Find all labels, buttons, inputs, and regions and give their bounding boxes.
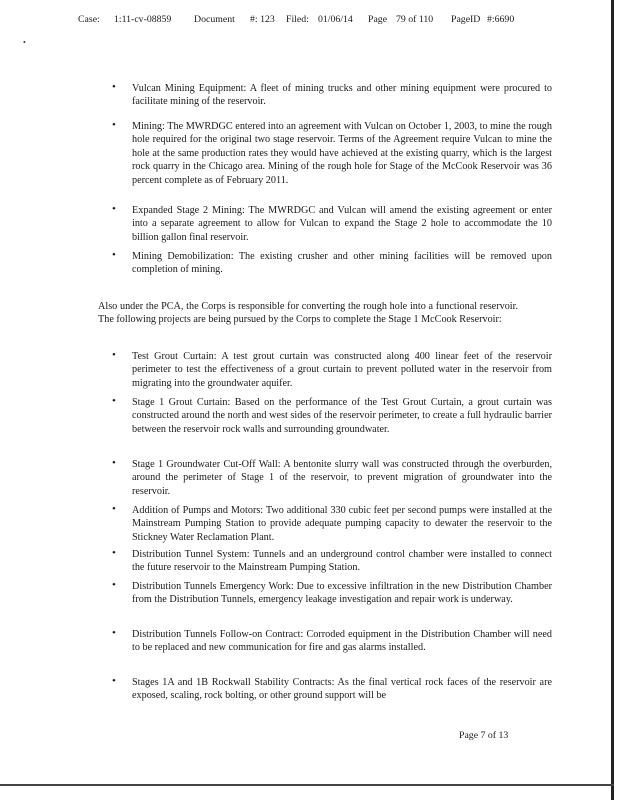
- bullet-item: [98, 350, 552, 390]
- bullet-dot: •: [112, 579, 116, 591]
- page-number: 79 of 110: [396, 14, 434, 25]
- bullet-item: [98, 120, 552, 187]
- bullet-item: [98, 676, 552, 703]
- bullet-dot: •: [112, 119, 116, 131]
- bullet-text: Expanded Stage 2 Mining: The MWRDGC and Vulcan will amend the existing agreement or enter into a separate agreement to allow for Vulcan to expand the Stage 2 hole to accommodate the 10 billion gallon final reservoir.: [132, 205, 552, 243]
- scan-border-right: [611, 0, 614, 800]
- court-filing-header: [78, 14, 598, 28]
- bullet-item: [98, 82, 552, 109]
- bullet-text: Distribution Tunnels Emergency Work: Due to excessive infiltration in the new Distribution Chamber from the Distribution Tunnels, emergency leakage investigation and repair work is underway.: [132, 581, 552, 606]
- bullet-text: Test Grout Curtain: A test grout curtain was constructed along 400 linear feet of the reservoir perimeter to test the effectiveness of a grout curtain to prevent polluted water in the reservoir from migrating into the groundwater aquifer.: [132, 351, 552, 389]
- bullet-text: Stages 1A and 1B Rockwall Stability Contracts: As the final vertical rock faces of the reservoir are exposed, scaling, rock bolting, or other ground support will be: [132, 677, 552, 702]
- case-number: 1:11-cv-08859: [114, 14, 172, 25]
- bullet-text: Distribution Tunnels Follow-on Contract: Corroded equipment in the Distribution Chamber will need to be replaced and new communication for fire and gas alarms installed.: [132, 629, 552, 654]
- bullet-text: Vulcan Mining Equipment: A fleet of mining trucks and other mining equipment were procured to facilitate mining of the reservoir.: [132, 83, 552, 108]
- scan-border-bottom: [0, 784, 614, 786]
- body-paragraph: Also under the PCA, the Corps is responsible for converting the rough hole into a functional reservoir. The following projects are being pursued by the Corps to complete the Stage 1 McCook Reservoir:: [98, 301, 518, 326]
- bullet-text: Mining: The MWRDGC entered into an agreement with Vulcan on October 1, 2003, to mine the rough hole required for the original two stage reservoir. Terms of the Agreement require Vulcan to mine the hole at the same production rates they would have achieved at the existing quarry, which is the largest rock quarry in the Chicago area. Mining of the rough hole for Stage of the McCook Reservoir was 36 percent complete as of February 2011.: [132, 121, 552, 186]
- bullet-dot: •: [112, 675, 116, 687]
- bullet-dot: •: [112, 547, 116, 559]
- bullet-dot: •: [112, 627, 116, 639]
- bullet-dot: •: [112, 457, 116, 469]
- document-label: Document: [194, 14, 235, 25]
- bullet-dot: •: [112, 395, 116, 407]
- bullet-item: [98, 250, 552, 277]
- pageid-number: #:6690: [487, 14, 515, 25]
- bullet-text: Distribution Tunnel System: Tunnels and an underground control chamber were installed to connect the future reservoir to the Mainstream Pumping Station.: [132, 549, 552, 574]
- document-number: #: 123: [250, 14, 275, 25]
- bullet-dot: •: [112, 503, 116, 515]
- bullet-item: [98, 396, 552, 436]
- bullet-item: [98, 204, 552, 244]
- pageid-label: PageID: [451, 14, 481, 25]
- page-footer: Page 7 of 13: [459, 730, 509, 741]
- bullet-text: Stage 1 Grout Curtain: Based on the performance of the Test Grout Curtain, a grout curtain was constructed around the north and west sides of the reservoir perimeter, to create a full hydraulic barrier between the reservoir rock walls and surrounding groundwater.: [132, 397, 552, 435]
- bullet-text: Addition of Pumps and Motors: Two additional 330 cubic feet per second pumps were installed at the Mainstream Pumping Station to provide adequate pumping capacity to dewater the reservoir to the Stickney Water Reclamation Plant.: [132, 505, 552, 543]
- bullet-text: Mining Demobilization: The existing crusher and other mining facilities will be removed upon completion of mining.: [132, 251, 552, 276]
- page-label: Page: [368, 14, 388, 25]
- bullet-dot: •: [112, 349, 116, 361]
- bullet-text: Stage 1 Groundwater Cut-Off Wall: A bentonite slurry wall was constructed through the overburden, around the perimeter of Stage 1 of the reservoir, to prevent migration of groundwater into the reservoir.: [132, 459, 552, 497]
- bullet-item: [98, 580, 552, 607]
- bullet-dot: •: [112, 249, 116, 261]
- bullet-dot: •: [112, 203, 116, 215]
- case-label: Case:: [78, 14, 100, 25]
- filed-date: 01/06/14: [318, 14, 353, 25]
- filed-label: Filed:: [286, 14, 309, 25]
- bullet-item: [98, 548, 552, 575]
- bullet-item: [98, 458, 552, 498]
- bullet-item: [98, 504, 552, 544]
- bullet-dot: •: [112, 81, 116, 93]
- scan-speck: •: [23, 38, 26, 47]
- bullet-item: [98, 628, 552, 655]
